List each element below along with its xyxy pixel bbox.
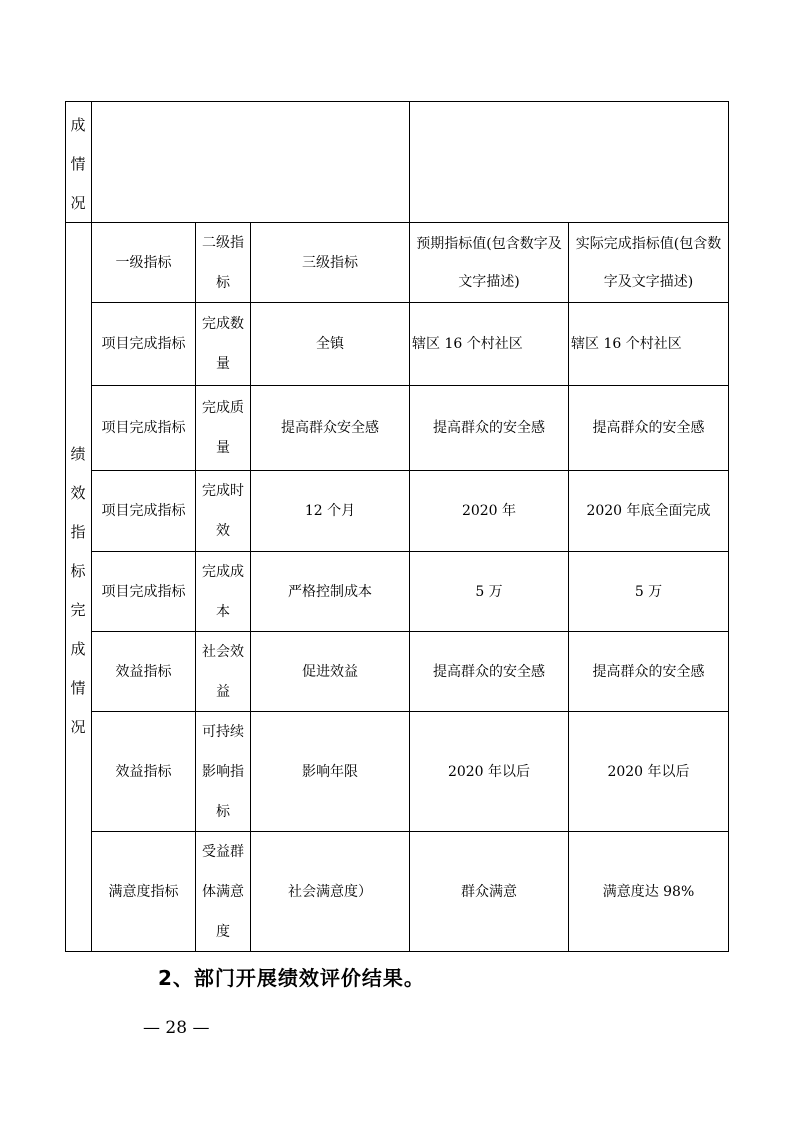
row5-level2: 社会效益 xyxy=(202,643,244,700)
row1-level1: 项目完成指标 xyxy=(101,336,186,352)
row1-level3: 全镇 xyxy=(316,336,344,352)
col-divider xyxy=(409,102,410,222)
row6-level1: 效益指标 xyxy=(115,763,172,780)
row3-level3: 12 个月 xyxy=(304,503,356,519)
header-level1: 一级指标 xyxy=(115,254,172,271)
row5-expected: 提高群众的安全感 xyxy=(433,663,545,680)
performance-table xyxy=(65,101,729,952)
section-heading: 2、部门开展绩效评价结果。 xyxy=(158,966,425,990)
row4-actual: 5 万 xyxy=(634,583,663,600)
row2-level3: 提高群众安全感 xyxy=(281,420,379,436)
row6-expected: 2020 年以后 xyxy=(447,763,531,780)
header-level3: 三级指标 xyxy=(302,254,358,271)
row6-actual: 2020 年以后 xyxy=(607,763,690,780)
header-actual: 实际完成指标值(包含数字及文字描述) xyxy=(575,235,722,290)
row4-expected: 5 万 xyxy=(475,583,503,600)
page-number: — 28 — xyxy=(143,1018,210,1038)
row3-level1: 项目完成指标 xyxy=(101,503,186,519)
row7-level2: 受益群体满意度 xyxy=(202,843,244,940)
row5-level3: 促进效益 xyxy=(302,663,358,680)
row1-level2: 完成数量 xyxy=(202,316,244,372)
row2-level2: 完成质量 xyxy=(202,400,244,456)
row2-expected: 提高群众的安全感 xyxy=(433,420,545,436)
row5-actual: 提高群众的安全感 xyxy=(592,663,705,680)
row6-level2: 可持续影响指标 xyxy=(202,723,244,820)
row7-level1: 满意度指标 xyxy=(108,883,179,900)
row1-actual: 辖区 16 个村社区 xyxy=(571,336,682,352)
row1-expected: 辖区 16 个村社区 xyxy=(412,336,523,352)
row6-level3: 影响年限 xyxy=(302,763,358,780)
row7-level3: 社会满意度） xyxy=(288,883,372,900)
row4-level1: 项目完成指标 xyxy=(101,583,186,600)
row3-expected: 2020 年 xyxy=(461,503,517,519)
row2-level1: 项目完成指标 xyxy=(101,420,186,436)
row2-actual: 提高群众的安全感 xyxy=(592,420,705,436)
header-expected: 预期指标值(包含数字及文字描述) xyxy=(416,235,562,290)
row3-level2: 完成时效 xyxy=(202,483,244,539)
row4-level3: 严格控制成本 xyxy=(288,583,372,600)
row7-actual: 满意度达 98% xyxy=(602,883,695,900)
header-level2: 二级指标 xyxy=(202,234,244,291)
row5-level1: 效益指标 xyxy=(115,663,172,680)
performance-indicator-label: 绩效指标完成情况 xyxy=(70,445,86,736)
row7-expected: 群众满意 xyxy=(461,883,517,900)
row3-actual: 2020 年底全面完成 xyxy=(586,503,711,519)
row4-level2: 完成成本 xyxy=(202,563,244,620)
completion-status-label: 成情况 xyxy=(70,116,86,212)
